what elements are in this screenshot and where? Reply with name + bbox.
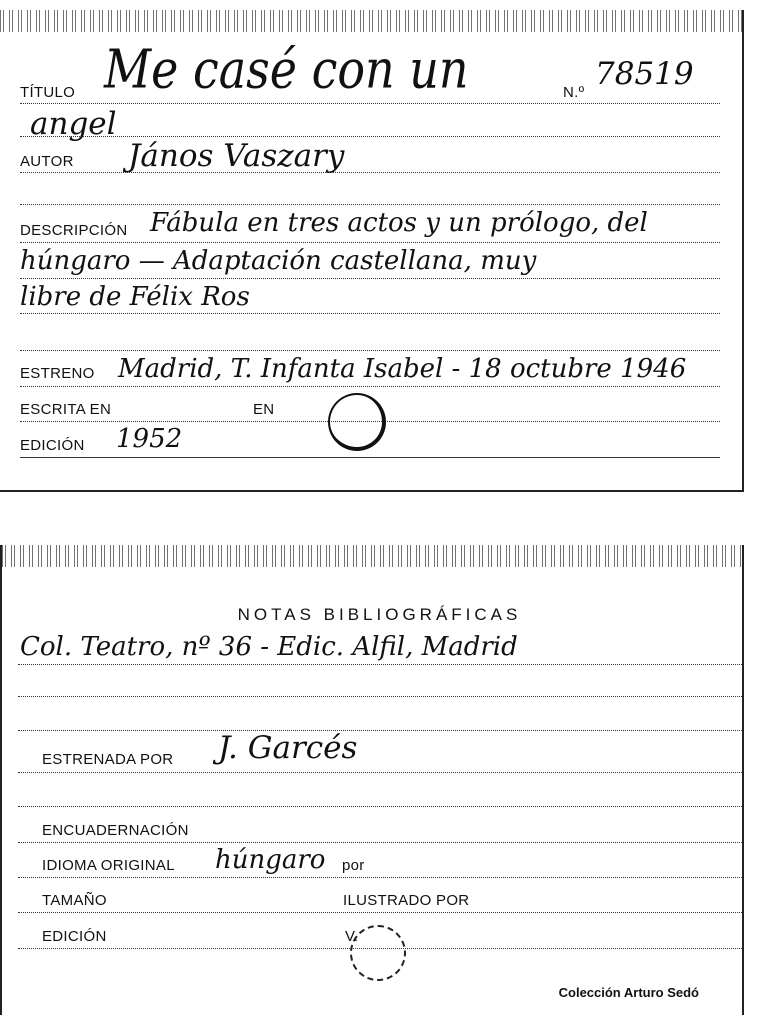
card-edge-texture	[2, 545, 742, 567]
estreno-value: Madrid, T. Infanta Isabel - 18 octubre 1946	[118, 354, 687, 384]
descripcion-rule-1	[20, 242, 720, 243]
titulo-rule	[20, 103, 720, 104]
idioma-original-value: húngaro	[215, 845, 326, 875]
encuadernacion-rule	[18, 842, 742, 843]
titulo-label: TÍTULO	[20, 84, 76, 101]
estrenada-por-rule	[18, 772, 742, 773]
autor-label: AUTOR	[20, 153, 74, 170]
descripcion-value-line2: húngaro — Adaptación castellana, muy	[20, 246, 537, 276]
edicion-label-notes: EDICIÓN	[42, 928, 107, 945]
blank-rule-2	[20, 350, 720, 351]
idioma-original-rule	[18, 877, 742, 878]
estreno-rule	[20, 386, 720, 387]
encuadernacion-label: ENCUADERNACIÓN	[42, 822, 189, 839]
ilustrado-por-label: ILUSTRADO POR	[343, 892, 470, 909]
titulo-value-line2: angel	[30, 106, 117, 142]
notes-heading: NOTAS BIBLIOGRÁFICAS	[237, 605, 522, 624]
collection-credit: Colección Arturo Sedó	[558, 985, 699, 1000]
en-label: EN	[253, 401, 275, 418]
notes-rule-2	[18, 696, 742, 697]
v-label: V.	[345, 928, 359, 945]
por-label: por	[342, 857, 365, 874]
autor-rule	[20, 172, 720, 173]
descripcion-value-line3: libre de Félix Ros	[20, 282, 250, 312]
numero-label: N.º	[563, 84, 585, 101]
descripcion-rule-3	[20, 313, 720, 314]
titulo-rule-2	[20, 136, 720, 137]
autor-value: János Vaszary	[128, 138, 345, 174]
descripcion-value-line1: Fábula en tres actos y un prólogo, del	[150, 208, 648, 238]
estrenada-por-value: J. Garcés	[218, 730, 358, 766]
faint-circle-stamp	[350, 925, 406, 981]
tamano-rule	[18, 912, 742, 913]
blank-rule-1	[20, 204, 720, 205]
edicion-value: 1952	[116, 424, 183, 454]
notes-rule-1	[18, 664, 742, 665]
numero-value: 78519	[595, 56, 694, 92]
punch-hole-stamp	[328, 393, 386, 451]
escrita-en-label: ESCRITA EN	[20, 401, 112, 418]
edicion-label: EDICIÓN	[20, 437, 85, 454]
edicion-rule	[20, 457, 720, 458]
descripcion-rule-2	[20, 278, 720, 279]
card-edge-texture	[0, 10, 742, 32]
idioma-original-label: IDIOMA ORIGINAL	[42, 857, 175, 874]
estreno-label: ESTRENO	[20, 365, 95, 382]
descripcion-label: DESCRIPCIÓN	[20, 222, 128, 239]
tamano-label: TAMAÑO	[42, 892, 107, 909]
estrenada-por-label: ESTRENADA POR	[42, 751, 174, 768]
notes-rule-4	[18, 806, 742, 807]
titulo-value-line1: Me casé con un	[104, 37, 469, 100]
notes-value: Col. Teatro, nº 36 - Edic. Alfil, Madrid	[20, 632, 518, 662]
notes-rule-3	[18, 730, 742, 731]
